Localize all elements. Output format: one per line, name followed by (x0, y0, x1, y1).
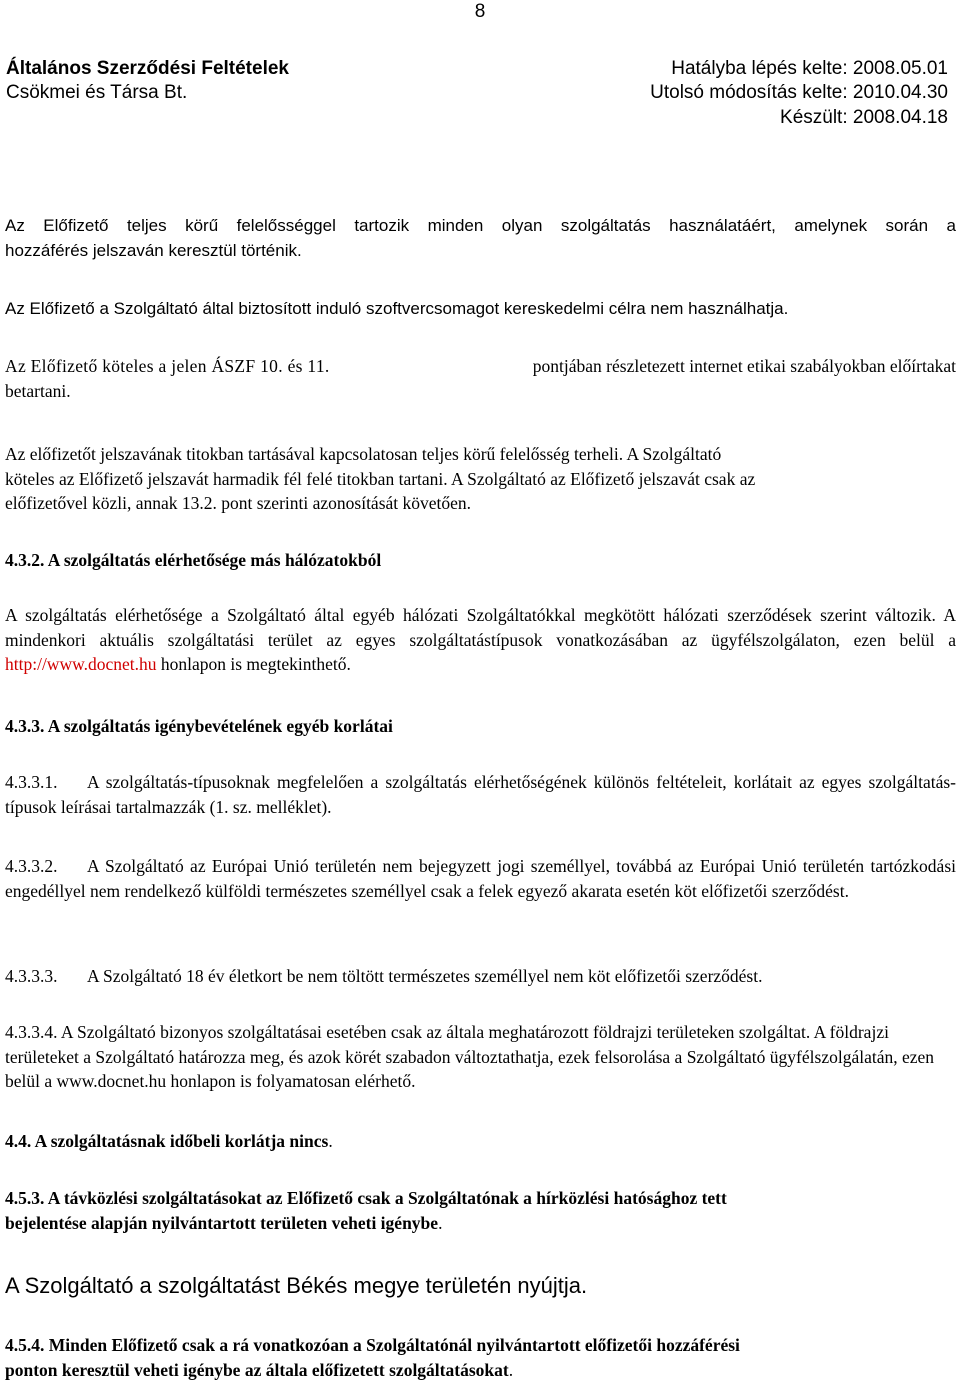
paragraph-line (5, 354, 956, 379)
header-company: Csökmei és Társa Bt. (6, 82, 188, 103)
period: . (328, 1131, 333, 1151)
paragraph-line: bejelentése alapján nyilvántartott területen veheti igénybe (5, 1212, 439, 1233)
item-text: A Szolgáltató az Európai Unió területén nem bejegyzett jogi személlyel, továbbá az Európai Unió területén tartózkodási engedéllyel nem rendelkező külföldi természetes személlyel csak a felek egyező akarata esetén köt előfizetői szerződést. (5, 856, 956, 901)
header-effective-date: Hatályba lépés kelte: 2008.05.01 (671, 58, 948, 79)
header-created-date: Készült: 2008.04.18 (780, 107, 948, 128)
paragraph-line: hozzáférés jelszaván keresztül történik. (5, 240, 302, 260)
paragraph-password (5, 442, 956, 516)
text-part: Az Előfizető köteles a jelen ÁSZF 10. és 11. (5, 356, 330, 376)
period: . (438, 1212, 443, 1233)
section-heading-432: 4.3.2. A szolgáltatás elérhetősége más hálózatokból (5, 550, 382, 570)
section-44 (5, 1129, 956, 1154)
text-part: A szolgáltatás elérhetősége a Szolgáltató által egyéb hálózati Szolgáltatókkal megkötött hálózati szerződések szerint változik. A mindenkori aktuális szolgáltatási terület az egyes szolgáltatástípusok vonatkozásában az ügyfélszolgálaton, ezen belül a (5, 605, 956, 650)
text-part: honlapon is megtekinthető. (160, 654, 351, 674)
text-part: pontjában részletezett internet etikai szabályokban előírtakat (532, 356, 956, 376)
paragraph-line: előfizetővel közli, annak 13.2. pont szerinti azonosítását követően. (5, 493, 472, 513)
header-title: Általános Szerződési Feltételek (6, 58, 289, 79)
paragraph-line: Az Előfizető teljes körű felelősséggel tartozik minden olyan szolgáltatás használatáért, amelynek során a (5, 216, 956, 235)
header-modified-date: Utolsó módosítás kelte: 2010.04.30 (650, 82, 948, 103)
paragraph-software-use: Az Előfizető a Szolgáltató által biztosított induló szoftvercsomagot kereskedelmi célra nem használhatja. (5, 299, 789, 318)
item-number: 4.3.3.3. (5, 966, 58, 986)
docnet-link[interactable]: http://www.docnet.hu (5, 654, 157, 674)
section-432-text (5, 603, 956, 677)
item-4333 (5, 964, 956, 989)
section-454 (5, 1333, 956, 1382)
paragraph-line: 4.5.4. Minden Előfizető csak a rá vonatkozóan a Szolgáltatónál nyilvántartott előfizetői hozzáférési (5, 1335, 740, 1355)
period: . (508, 1359, 514, 1380)
service-area-statement: A Szolgáltató a szolgáltatást Békés megye területén nyújtja. (5, 1273, 588, 1298)
item-number: 4.3.3.1. (5, 772, 58, 792)
item-text: A Szolgáltató bizonyos szolgáltatásai esetében csak az általa meghatározott földrajzi területeken szolgáltat. A földrajzi területeket a Szolgáltató határozza meg, és azok körét szabadon változtathatja, ezek felsorolása a Szolgáltató ügyfélszolgálatán, ezen belül a www.docnet.hu honlapon is folyamatosan elérhető. (5, 1022, 935, 1091)
page-number: 8 (474, 1, 486, 22)
item-4334 (5, 1020, 956, 1094)
section-heading-433: 4.3.3. A szolgáltatás igénybevételének egyéb korlátai (5, 716, 393, 736)
paragraph-responsibility (5, 214, 956, 263)
item-4332 (5, 854, 956, 903)
section-44-text: 4.4. A szolgáltatásnak időbeli korlátja nincs (5, 1131, 329, 1151)
paragraph-line: Az előfizetőt jelszavának titokban tartásával kapcsolatosan teljes körű felelősség terheli. A Szolgáltató (5, 444, 722, 464)
paragraph-line: köteles az Előfizető jelszavát harmadik fél felé titokban tartani. A Szolgáltató az Előfizető jelszavát csak az (5, 468, 756, 489)
item-text: A szolgáltatás-típusoknak megfelelően a szolgáltatás elérhetőségének különös feltételeit, korlátait az egyes szolgáltatás-típusok leírásai tartalmazzák (1. sz. melléklet). (5, 772, 956, 817)
paragraph-line: betartani. (5, 380, 71, 401)
item-number: 4.3.3.2. (5, 856, 58, 876)
item-text: A Szolgáltató 18 év életkort be nem töltött természetes személlyel nem köt előfizetői szerződést. (87, 966, 763, 986)
item-number: 4.3.3.4. (5, 1022, 58, 1042)
paragraph-line: ponton keresztül veheti igénybe az általa előfizetett szolgáltatásokat (5, 1359, 509, 1380)
paragraph-line: 4.5.3. A távközlési szolgáltatásokat az Előfizető csak a Szolgáltatónak a hírközlési hatósághoz tett (5, 1188, 727, 1208)
section-453 (5, 1186, 956, 1235)
item-4331 (5, 770, 956, 819)
paragraph-ethics-rules (5, 354, 956, 403)
